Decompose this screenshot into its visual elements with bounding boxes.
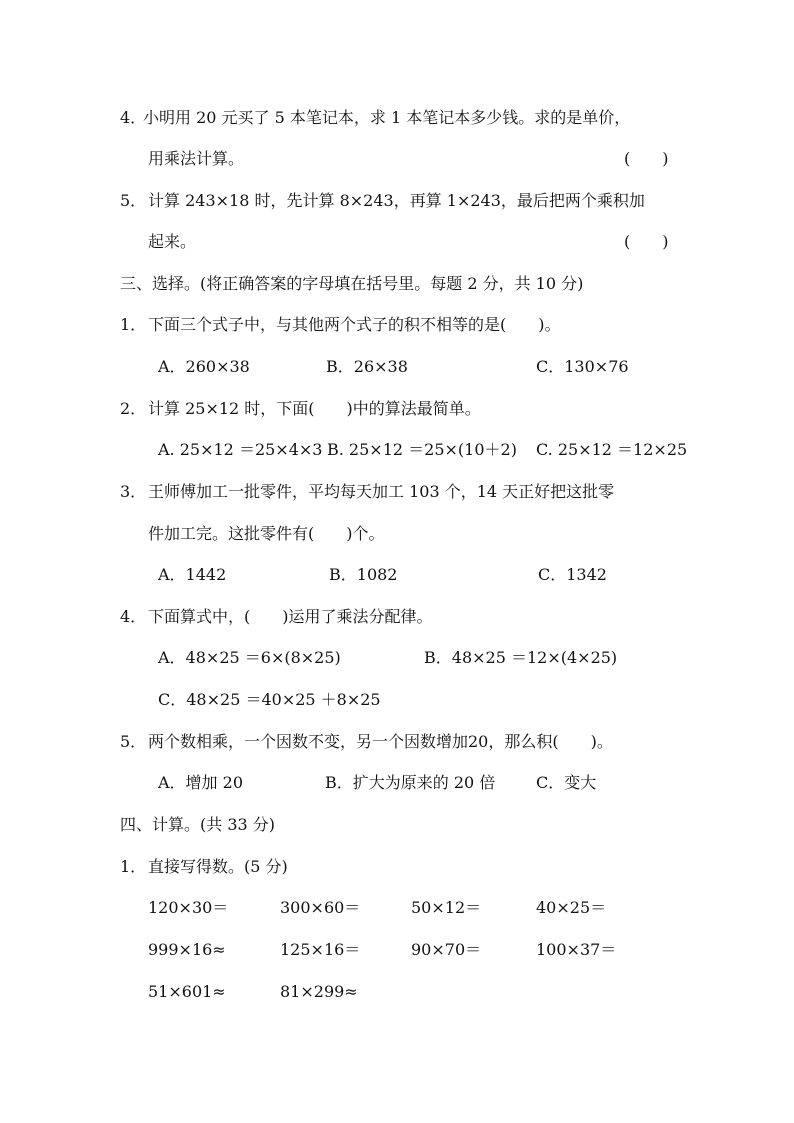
option-b[interactable]: B．扩大为原来的 20 倍	[325, 773, 496, 792]
calc-item[interactable]: 999×16≈	[148, 940, 226, 959]
question-text: 下面三个式子中，与其他两个式子的积不相等的是( )。	[148, 315, 561, 334]
question-text: 王师傅加工一批零件，平均每天加工 103 个，14 天正好把这批零	[148, 482, 615, 501]
calc-item[interactable]: 90×70＝	[411, 940, 482, 959]
option-c[interactable]: C．130×76	[536, 357, 629, 376]
option-a[interactable]: A．增加 20	[158, 773, 244, 792]
answer-blank[interactable]: ( )	[624, 232, 669, 251]
question-number: 5．	[120, 191, 147, 210]
calc-item[interactable]: 120×30＝	[148, 898, 229, 917]
section-title: 三、选择。(将正确答案的字母填在括号里。每题 2 分，共 10 分)	[120, 274, 584, 293]
calc-item[interactable]: 51×601≈	[148, 982, 226, 1001]
calc-item[interactable]: 100×37＝	[536, 940, 617, 959]
question-text: 下面算式中，( )运用了乘法分配律。	[148, 607, 433, 626]
section-title: 四、计算。(共 33 分)	[120, 815, 276, 834]
question-text: 直接写得数。(5 分)	[148, 857, 288, 876]
question-number: 5．	[120, 732, 147, 751]
option-b[interactable]: B．26×38	[326, 357, 408, 376]
calc-item[interactable]: 40×25＝	[536, 898, 607, 917]
question-number: 4．	[120, 607, 147, 626]
question-number: 1．	[120, 315, 147, 334]
option-b[interactable]: B．1082	[329, 565, 398, 584]
question-number: 3．	[120, 482, 147, 501]
question-text: 小明用 20 元买了 5 本笔记本，求 1 本笔记本多少钱。求的是单价，	[143, 108, 631, 127]
question-text: 用乘法计算。	[148, 149, 245, 168]
option-b[interactable]: B. 25×12 ＝25×(10＋2)	[327, 440, 517, 459]
question-number: 1．	[120, 857, 147, 876]
option-c[interactable]: C．变大	[536, 773, 597, 792]
option-b[interactable]: B．48×25 ＝12×(4×25)	[424, 648, 618, 667]
option-a[interactable]: A．48×25 ＝6×(8×25)	[158, 648, 341, 667]
question-text: 件加工完。这批零件有( )个。	[148, 524, 385, 543]
option-c[interactable]: C．1342	[538, 565, 607, 584]
option-a[interactable]: A．260×38	[158, 357, 250, 376]
calc-item[interactable]: 125×16＝	[280, 940, 361, 959]
question-text: 起来。	[148, 232, 197, 251]
option-c[interactable]: C．48×25 ＝40×25 ＋8×25	[158, 690, 381, 709]
question-number: 2．	[120, 399, 147, 418]
calc-item[interactable]: 50×12＝	[411, 898, 482, 917]
question-text: 计算 25×12 时，下面( )中的算法最简单。	[148, 399, 481, 418]
calc-item[interactable]: 81×299≈	[280, 982, 358, 1001]
calc-item[interactable]: 300×60＝	[280, 898, 361, 917]
question-number: 4．	[120, 108, 147, 127]
question-text: 两个数相乘，一个因数不变，另一个因数增加20，那么积( )。	[148, 732, 613, 751]
option-c[interactable]: C. 25×12 ＝12×25	[536, 440, 688, 459]
question-text: 计算 243×18 时，先计算 8×243，再算 1×243，最后把两个乘积加	[148, 191, 645, 210]
answer-blank[interactable]: ( )	[624, 149, 669, 168]
option-a[interactable]: A. 25×12 ＝25×4×3	[158, 440, 323, 459]
option-a[interactable]: A．1442	[158, 565, 227, 584]
